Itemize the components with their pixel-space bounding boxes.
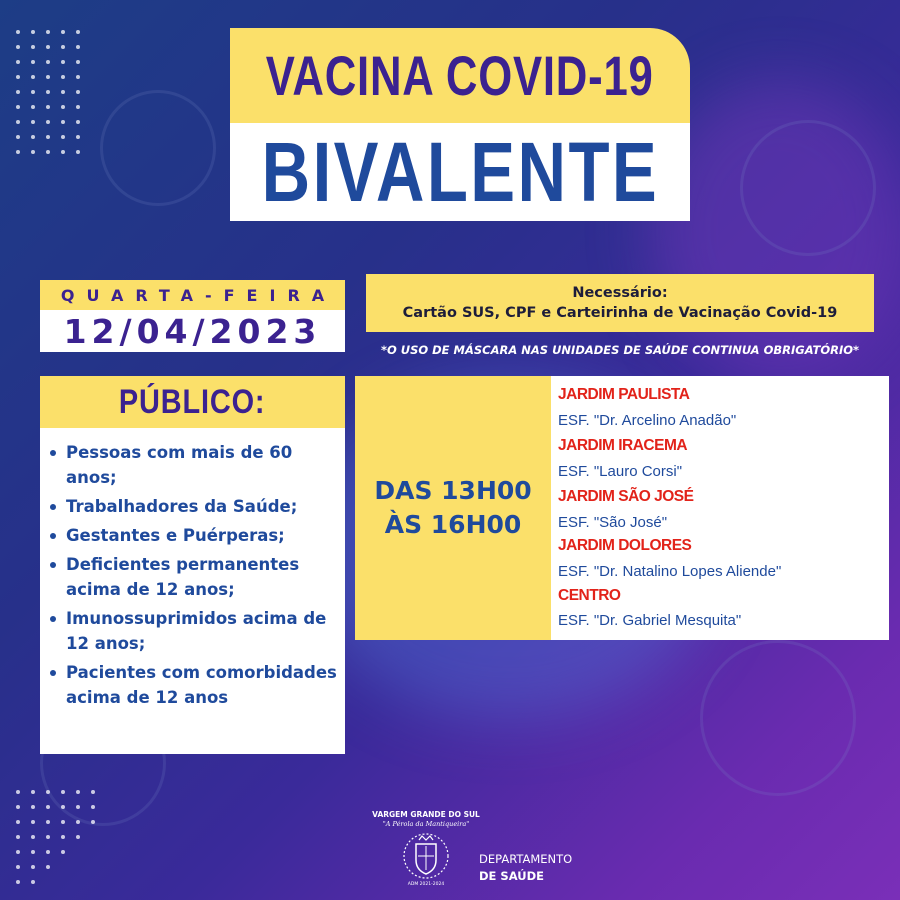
- dot: [61, 120, 65, 124]
- hours-start: DAS 13H00: [374, 476, 532, 505]
- virus-decoration: [700, 640, 856, 796]
- dot-pattern-bottom-left: [16, 790, 96, 900]
- dot: [76, 105, 80, 109]
- dot: [16, 60, 20, 64]
- public-list-item: Pacientes com comorbidades acima de 12 anos: [66, 660, 337, 710]
- dot: [91, 820, 95, 824]
- dot: [31, 150, 35, 154]
- public-heading: PÚBLICO:: [119, 382, 266, 421]
- title-line-2: BIVALENTE: [261, 124, 659, 219]
- dot: [31, 790, 35, 794]
- dot: [31, 120, 35, 124]
- dot: [76, 820, 80, 824]
- dot: [76, 120, 80, 124]
- location-unit: ESF. "Dr. Gabriel Mesquita": [558, 612, 742, 629]
- dot: [76, 835, 80, 839]
- dot: [76, 150, 80, 154]
- dot: [46, 865, 50, 869]
- public-list-item: Trabalhadores da Saúde;: [66, 494, 337, 519]
- dot: [16, 820, 20, 824]
- dot: [61, 850, 65, 854]
- virus-decoration: [100, 90, 216, 206]
- location-district: JARDIM SÃO JOSÉ: [558, 488, 694, 505]
- virus-decoration: [740, 120, 876, 256]
- dot: [76, 45, 80, 49]
- dot: [61, 150, 65, 154]
- dot: [31, 60, 35, 64]
- dot: [46, 60, 50, 64]
- city-motto: "A Pérola da Mantiqueira": [382, 820, 470, 828]
- public-list: [40, 428, 345, 710]
- dot: [61, 105, 65, 109]
- title-line-1: VACINA COVID-19: [266, 44, 654, 107]
- dot: [31, 850, 35, 854]
- location-district: CENTRO: [558, 587, 621, 604]
- dot: [16, 835, 20, 839]
- dot: [76, 135, 80, 139]
- dot: [46, 790, 50, 794]
- dot: [31, 135, 35, 139]
- dot: [16, 150, 20, 154]
- dot: [31, 105, 35, 109]
- hours-box: [355, 376, 551, 640]
- location-unit: ESF. "Dr. Arcelino Anadão": [558, 412, 737, 429]
- location-unit: ESF. "São José": [558, 514, 668, 531]
- weekday: QUARTA-FEIRA: [60, 285, 337, 305]
- dot: [76, 30, 80, 34]
- dot: [31, 865, 35, 869]
- requirements-items: Cartão SUS, CPF e Carteirinha de Vacinação Covid-19: [402, 305, 838, 321]
- department-label: [479, 851, 572, 885]
- public-list-box: [40, 428, 345, 754]
- public-heading-box: [40, 376, 345, 428]
- department-line-1: DEPARTAMENTO: [479, 852, 573, 866]
- department-line-2: DE SAÚDE: [479, 869, 544, 883]
- dot: [31, 820, 35, 824]
- date: 12/04/2023: [63, 311, 322, 351]
- dot: [76, 60, 80, 64]
- dot: [31, 75, 35, 79]
- location-unit: ESF. "Dr. Natalino Lopes Aliende": [558, 563, 782, 580]
- dot: [46, 120, 50, 124]
- dot: [61, 835, 65, 839]
- dot: [61, 805, 65, 809]
- public-list-item: Deficientes permanentes acima de 12 anos;: [66, 552, 337, 602]
- city-coat-of-arms-icon: [401, 832, 451, 880]
- dot: [16, 865, 20, 869]
- dot: [46, 850, 50, 854]
- dot: [91, 805, 95, 809]
- weekday-box: [40, 280, 345, 310]
- dot: [61, 75, 65, 79]
- mask-notice: *O USO DE MÁSCARA NAS UNIDADES DE SAÚDE CONTINUA OBRIGATÓRIO*: [380, 343, 860, 357]
- public-list-item: Imunossuprimidos acima de 12 anos;: [66, 606, 337, 656]
- dot: [46, 30, 50, 34]
- dot: [31, 30, 35, 34]
- requirements-heading: Necessário:: [572, 285, 668, 301]
- dot: [46, 105, 50, 109]
- dot: [16, 90, 20, 94]
- dot: [16, 880, 20, 884]
- dot: [31, 805, 35, 809]
- dot: [61, 820, 65, 824]
- dot: [16, 135, 20, 139]
- dot: [16, 805, 20, 809]
- dot: [61, 30, 65, 34]
- dot: [61, 60, 65, 64]
- dot: [16, 30, 20, 34]
- public-list-item: Pessoas com mais de 60 anos;: [66, 440, 337, 490]
- location-district: JARDIM PAULISTA: [558, 386, 690, 403]
- dot: [61, 45, 65, 49]
- dot: [46, 45, 50, 49]
- dot: [31, 90, 35, 94]
- dot: [76, 805, 80, 809]
- dot: [16, 75, 20, 79]
- requirements-box: [366, 274, 874, 332]
- dot: [16, 120, 20, 124]
- dot: [31, 45, 35, 49]
- public-list-item: Gestantes e Puérperas;: [66, 523, 337, 548]
- dot: [31, 880, 35, 884]
- dot: [46, 835, 50, 839]
- location-district: JARDIM IRACEMA: [558, 437, 688, 454]
- hours-end: ÀS 16H00: [384, 510, 522, 539]
- dot: [46, 90, 50, 94]
- location-district: JARDIM DOLORES: [558, 537, 692, 554]
- dot: [76, 75, 80, 79]
- dot: [31, 835, 35, 839]
- title-banner-top: [230, 28, 690, 123]
- location-unit: ESF. "Lauro Corsi": [558, 463, 683, 480]
- dot: [46, 820, 50, 824]
- dot: [76, 790, 80, 794]
- dot-pattern-top-left: [16, 30, 86, 170]
- locations-box: [551, 376, 889, 640]
- dot: [16, 105, 20, 109]
- city-name: VARGEM GRANDE DO SUL: [372, 810, 480, 819]
- dot: [91, 790, 95, 794]
- dot: [16, 850, 20, 854]
- title-banner-bottom: [230, 123, 690, 221]
- dot: [16, 790, 20, 794]
- dot: [61, 135, 65, 139]
- dot: [46, 75, 50, 79]
- dot: [46, 805, 50, 809]
- dot: [61, 90, 65, 94]
- dot: [46, 150, 50, 154]
- dot: [76, 90, 80, 94]
- dot: [61, 790, 65, 794]
- dot: [16, 45, 20, 49]
- city-logo: [366, 810, 486, 890]
- date-box: [40, 310, 345, 352]
- admin-period: ADM 2021-2024: [407, 882, 445, 887]
- dot: [46, 135, 50, 139]
